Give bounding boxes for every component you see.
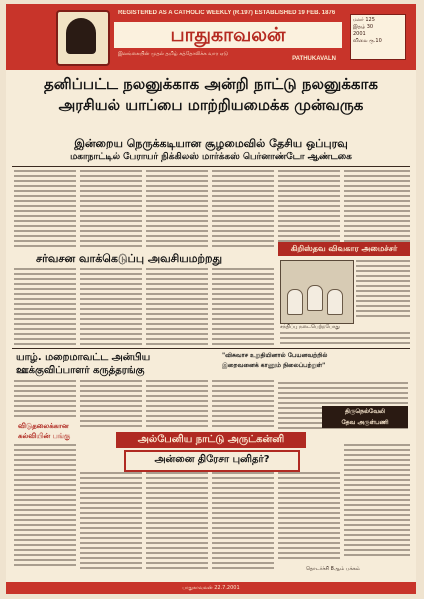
body-column [14,268,76,346]
box-heading: கிறிஸ்தவ விவகார அமைச்சர் [278,242,410,256]
body-column [212,170,274,250]
body-column [80,268,142,346]
highlight-line: தேவ அருள்பணி [341,419,389,426]
body-column [356,260,410,322]
issue-line: மலர் 125 [353,17,375,23]
body-column [278,170,340,250]
section-heading: ஊக்குவிப்பாளர் கருத்தரங்கு [16,365,145,376]
headline-line-2: அரசியல் யாப்பை மாற்றியமைக்க முன்வருக [58,96,364,114]
continuation-note: தொடர்ச்சி 8ஆம் பக்கம் [306,566,360,572]
issue-box [350,14,406,60]
photo-caption: சந்திப்பு நடைபெற்றபோது [280,324,340,330]
body-column [146,380,208,430]
person-figure [287,289,303,315]
body-column [278,472,340,562]
story-band: அல்பேனிய நாட்டு அருட்கன்னி [116,432,306,448]
tagline: இலங்கையின் முதல் தமிழ் கத்தோலிக்க வார ஏடு [118,51,229,57]
body-column [14,444,76,572]
headline-line-1: தனிப்பட்ட நலனுக்காக அன்றி நாட்டு நலனுக்காக [44,75,378,93]
subsection-heading: கல்வியின் பங்கு [18,432,71,440]
highlight-strip [322,406,408,428]
section-heading: யாழ். மறைமாவட்ட அன்பிய [16,352,151,363]
issue-line: விலை ரூ.10 [353,38,382,44]
body-column [14,170,76,250]
divider [12,166,410,167]
crest-figure-icon [66,18,96,54]
body-column [212,472,274,572]
person-figure [307,285,323,311]
body-column [212,380,274,430]
english-name: PATHUKAVALN [292,56,336,62]
story-title-box: அன்னை திரேசா புனிதர்? [124,450,300,472]
newspaper-title: பாதுகாவலன் [114,22,342,48]
section-heading: சர்வசன வாக்கெடுப்பு அவசியமற்றது [36,252,223,265]
body-column [146,170,208,250]
registration-line: REGISTERED AS A CATHOLIC WEEKLY (R.197) ESTABLISHED 19 FEB. 1876 [118,10,336,16]
body-column [146,472,208,572]
masthead [6,4,416,70]
body-column [80,380,142,430]
subsection-heading: விடுதலைக்கான [18,422,69,430]
divider [12,348,410,349]
body-column [280,332,410,348]
body-column [80,170,142,250]
crest-emblem [56,10,110,66]
body-column [14,380,76,420]
subheadline-1: இன்றைய நெருக்கடியான சூழமைவில் தேசிய ஒப்புரவு [74,137,348,150]
issue-line: இதழ் 30 [353,24,374,30]
body-column [80,472,142,572]
highlight-line: திருநெல்வேலி [344,408,386,415]
body-column [344,170,410,250]
body-column [146,268,208,346]
section-heading: "விசுவாச உறுதியினால் பேயனவற்றில் [222,352,328,359]
lead-headline [6,74,416,136]
person-figure [327,289,343,315]
subheadline-2: மகாநாட்டில் பேராயர் நிக்கிலஸ் மார்க்கஸ் பெர்னாண்டோ ஆண்டகை [70,152,352,162]
issue-line: 2001 [353,31,366,37]
page-footer: பாதுகாவலன் 22.7.2001 [6,582,416,594]
body-column [344,444,410,562]
news-photo [280,260,354,324]
section-heading: இறைவனைக் காணும் நிலைப்பற்றுள்" [222,362,326,369]
body-column [212,268,274,346]
newspaper-page [6,4,416,594]
